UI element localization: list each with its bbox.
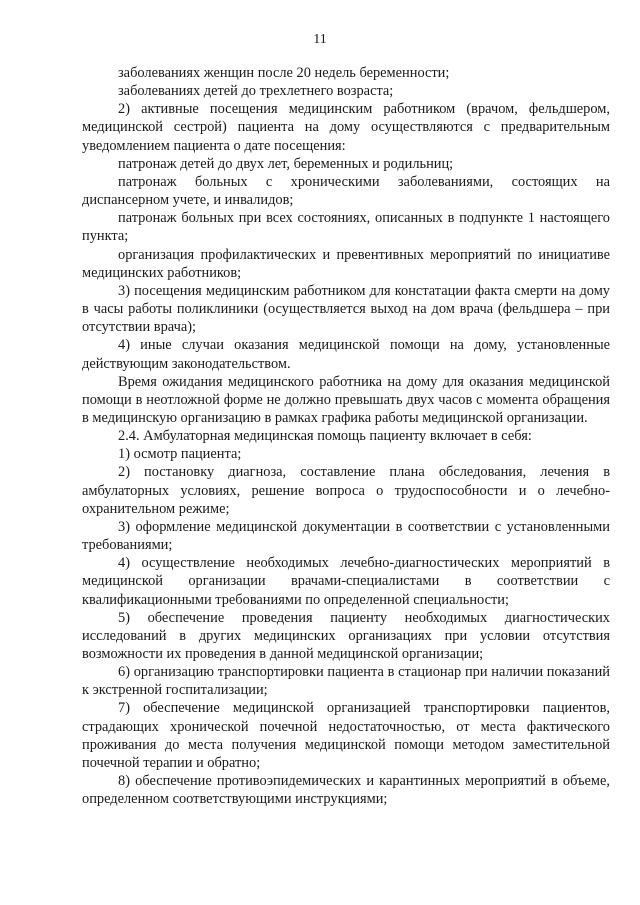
paragraph: 3) посещения медицинским работником для констатации факта смерти на дому в часы работы поликлиники (осуществляется выход на дом врача (фельдшера – при отсутствии врача); xyxy=(82,282,610,336)
paragraph: патронаж больных при всех состояниях, описанных в подпункте 1 настоящего пункта; xyxy=(82,210,610,245)
paragraph: 4) иные случаи оказания медицинской помощи на дому, установленные действующим законодательством. xyxy=(82,337,610,372)
paragraph: 3) оформление медицинской документации в соответствии с установленными требованиями; xyxy=(82,518,610,554)
paragraph: Время ожидания медицинского работника на дому для оказания медицинской помощи в неотложной форме не должно превышать двух часов с момента обращения в медицинскую организацию в рамках графика работы медицинской организации. xyxy=(82,373,610,426)
paragraph: 2.4. Амбулаторная медицинская помощь пациенту включает в себя: xyxy=(118,428,532,445)
paragraph: 1) осмотр пациента; xyxy=(118,446,242,463)
paragraph: 2) постановку диагноза, составление плана обследования, лечения в амбулаторных условиях, решение вопроса о трудоспособности и о лечебно-охранительном режиме; xyxy=(82,464,610,517)
paragraph: организация профилактических и превентивных мероприятий по инициативе медицинских работников; xyxy=(82,246,610,281)
paragraph: 5) обеспечение проведения пациенту необходимых диагностических исследований в других медицинских организациях при условии отсутствия возможности их проведения в данной медицинской организации; xyxy=(82,609,610,662)
body-text xyxy=(82,64,610,808)
page-number: 11 xyxy=(313,32,327,47)
paragraph: 6) организацию транспортировки пациента в стационар при наличии показаний к экстренной госпитализации; xyxy=(82,664,610,699)
paragraph: 4) осуществление необходимых лечебно-диагностических мероприятий в медицинской организации врачами-специалистами в соответствии с квалификационными требованиями по определенной специальности; xyxy=(82,555,610,608)
paragraph: 7) обеспечение медицинской организацией транспортировки пациентов, страдающих хронической почечной недостаточностью, от места фактического проживания до места получения медицинской помощи методом заместительной почечной терапии и обратно; xyxy=(82,700,610,771)
paragraph: заболеваниях детей до трехлетнего возраста; xyxy=(118,83,394,100)
paragraph: патронаж детей до двух лет, беременных и родильниц; xyxy=(118,155,454,172)
paragraph: заболеваниях женщин после 20 недель беременности; xyxy=(118,65,450,81)
paragraph: патронаж больных с хроническими заболеваниями, состоящих на диспансерном учете, и инвалидов; xyxy=(82,173,610,209)
paragraph: 8) обеспечение противоэпидемических и карантинных мероприятий в объеме, определенном соответствующими инструкциями; xyxy=(82,773,610,808)
paragraph: 2) активные посещения медицинским работником (врачом, фельдшером, медицинской сестрой) пациента на дому осуществляются с предварительным уведомлением пациента о дате посещения: xyxy=(82,101,610,154)
